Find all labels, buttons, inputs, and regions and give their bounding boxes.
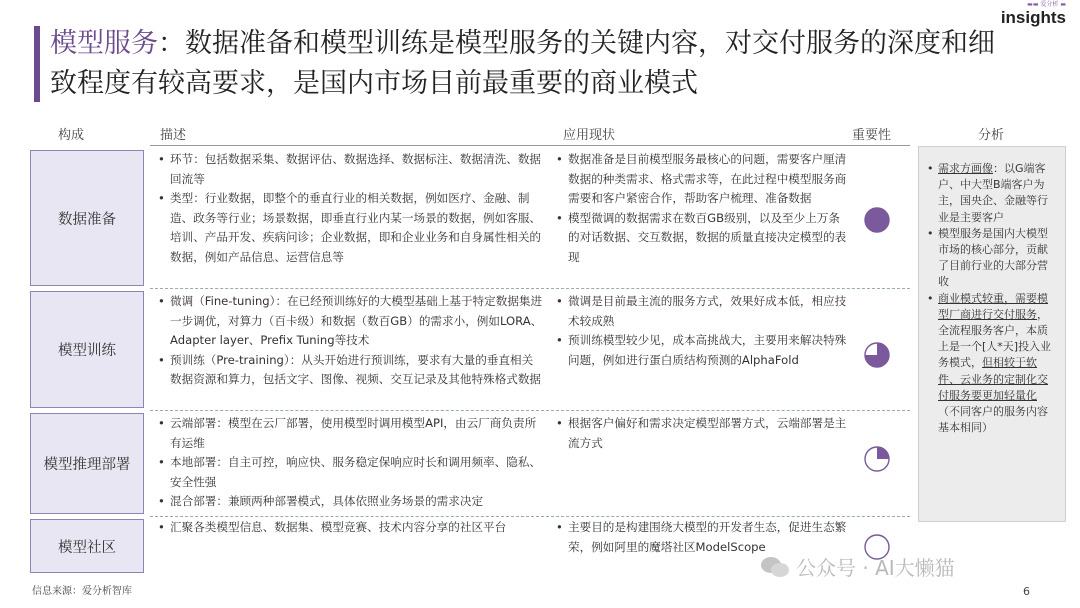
list-item: • 模型微调的数据需求在数百GB级别，以及至少上万条的对话数据、交互数据，数据的质量直接决定模型的表现 xyxy=(556,209,848,268)
header-importance: 重要性 xyxy=(852,128,892,143)
description-cell xyxy=(158,150,543,267)
list-item: • 环节：包括数据采集、数据评估、数据选择、数据标注、数据清洗、数据回流等 xyxy=(158,150,543,189)
application-cell xyxy=(556,292,848,370)
row-label-data-prep: 数据准备 xyxy=(30,150,144,286)
row-label-deployment: 模型推理部署 xyxy=(30,413,144,514)
list-item: • 预训练（Pre-training）：从头开始进行预训练，要求有大量的垂直相关数据资源和算力，包括文字、图像、视频、交互记录及其他特殊格式数据 xyxy=(158,351,543,390)
list-item: • 主要目的是构建围绕大模型的开发者生态，促进生态繁荣，例如阿里的魔塔社区ModelScope xyxy=(556,518,848,557)
analysis-item-business-model: • 商业模式较重，需要模型厂商进行交付服务，全流程服务客户，本质上是一个[人*天]投入业务模式，但相较于软件、云业务的定制化交付服务要更加轻量化（不同客户的服务内容基本相同） xyxy=(927,291,1057,437)
source-note: 信息来源：爱分析智库 xyxy=(32,586,132,597)
page-title xyxy=(50,24,1010,104)
application-cell xyxy=(556,414,848,453)
list-item: • 微调（Fine-tuning）：在已经预训练好的大模型基础上基于特定数据集进一步调优，对算力（百卡级）和数据（数百GB）的需求小，例如LORA、Adapter layer、Prefix Tuning等技术 xyxy=(158,292,543,351)
list-item: • 混合部署：兼顾两种部署模式，具体依照业务场景的需求决定 xyxy=(158,492,543,512)
list-item: • 数据准备是目前模型服务最核心的问题，需要客户厘清数据的种类需求、格式需求等，在此过程中模型服务商需要和客户紧密合作，帮助客户梳理、准备数据 xyxy=(556,150,848,209)
list-item: • 微调是目前最主流的服务方式，效果好成本低，相应技术较成熟 xyxy=(556,292,848,331)
logo-word: insights xyxy=(1000,8,1066,27)
header-analysis: 分析 xyxy=(978,128,1005,143)
wechat-icon xyxy=(760,555,790,579)
header-component: 构成 xyxy=(58,128,85,143)
header-divider xyxy=(150,145,910,146)
analysis-panel xyxy=(918,146,1066,522)
description-cell xyxy=(158,292,543,390)
list-item: • 预训练模型较少见，成本高挑战大，主要用来解决特殊问题，例如进行蛋白质结构预测的AlphaFold xyxy=(556,331,848,370)
importance-three-quarter-icon xyxy=(862,340,892,370)
list-item: • 汇聚各类模型信息、数据集、模型竞赛、技术内容分享的社区平台 xyxy=(158,518,543,538)
list-item: • 云端部署：模型在云厂部署，使用模型时调用模型API，由云厂商负责所有运维 xyxy=(158,414,543,453)
application-cell xyxy=(556,150,848,267)
row-divider xyxy=(150,410,910,411)
title-accent-bar xyxy=(34,26,40,102)
description-cell xyxy=(158,518,543,538)
logo-bar: ▬▬ 爱分析 ▬ xyxy=(1027,1,1066,8)
row-divider xyxy=(150,516,910,517)
analysis-item-core: • 模型服务是国内大模型市场的核心部分，贡献了目前行业的大部分营收 xyxy=(927,226,1057,291)
row-divider xyxy=(150,288,910,289)
importance-quarter-icon xyxy=(862,444,892,474)
watermark-text: 公众号 · AI大懒猫 xyxy=(796,556,955,580)
description-cell xyxy=(158,414,543,512)
importance-full-icon xyxy=(862,205,892,235)
insights-logo xyxy=(986,2,1066,28)
row-label-training: 模型训练 xyxy=(30,291,144,408)
page-number: 6 xyxy=(1023,585,1030,598)
title-text: ：数据准备和模型训练是模型服务的关键内容，对交付服务的深度和细致程度有较高要求，是国内市场目前最重要的商业模式 xyxy=(50,28,995,99)
title-accent: 模型服务 xyxy=(50,28,158,59)
header-application: 应用现状 xyxy=(563,128,616,143)
watermark xyxy=(760,552,955,581)
list-item: • 根据客户偏好和需求决定模型部署方式，云端部署是主流方式 xyxy=(556,414,848,453)
header-description: 描述 xyxy=(160,128,187,143)
list-item: • 本地部署：自主可控，响应快、服务稳定保响应时长和调用频率、隐私、安全性强 xyxy=(158,453,543,492)
analysis-item-customer: • 需求方画像：以G端客户、中大型B端客户为主，国央企、金融等行业是主要客户 xyxy=(927,161,1057,226)
row-label-community: 模型社区 xyxy=(30,519,144,573)
list-item: • 类型：行业数据，即整个的垂直行业的相关数据，例如医疗、金融、制造、政务等行业；场景数据，即垂直行业内某一场景的数据，例如客服、培训、产品开发、疾病问诊；企业数据，即和企业业务和自身属性相关的数据，例如产品信息、运营信息等 xyxy=(158,189,543,267)
